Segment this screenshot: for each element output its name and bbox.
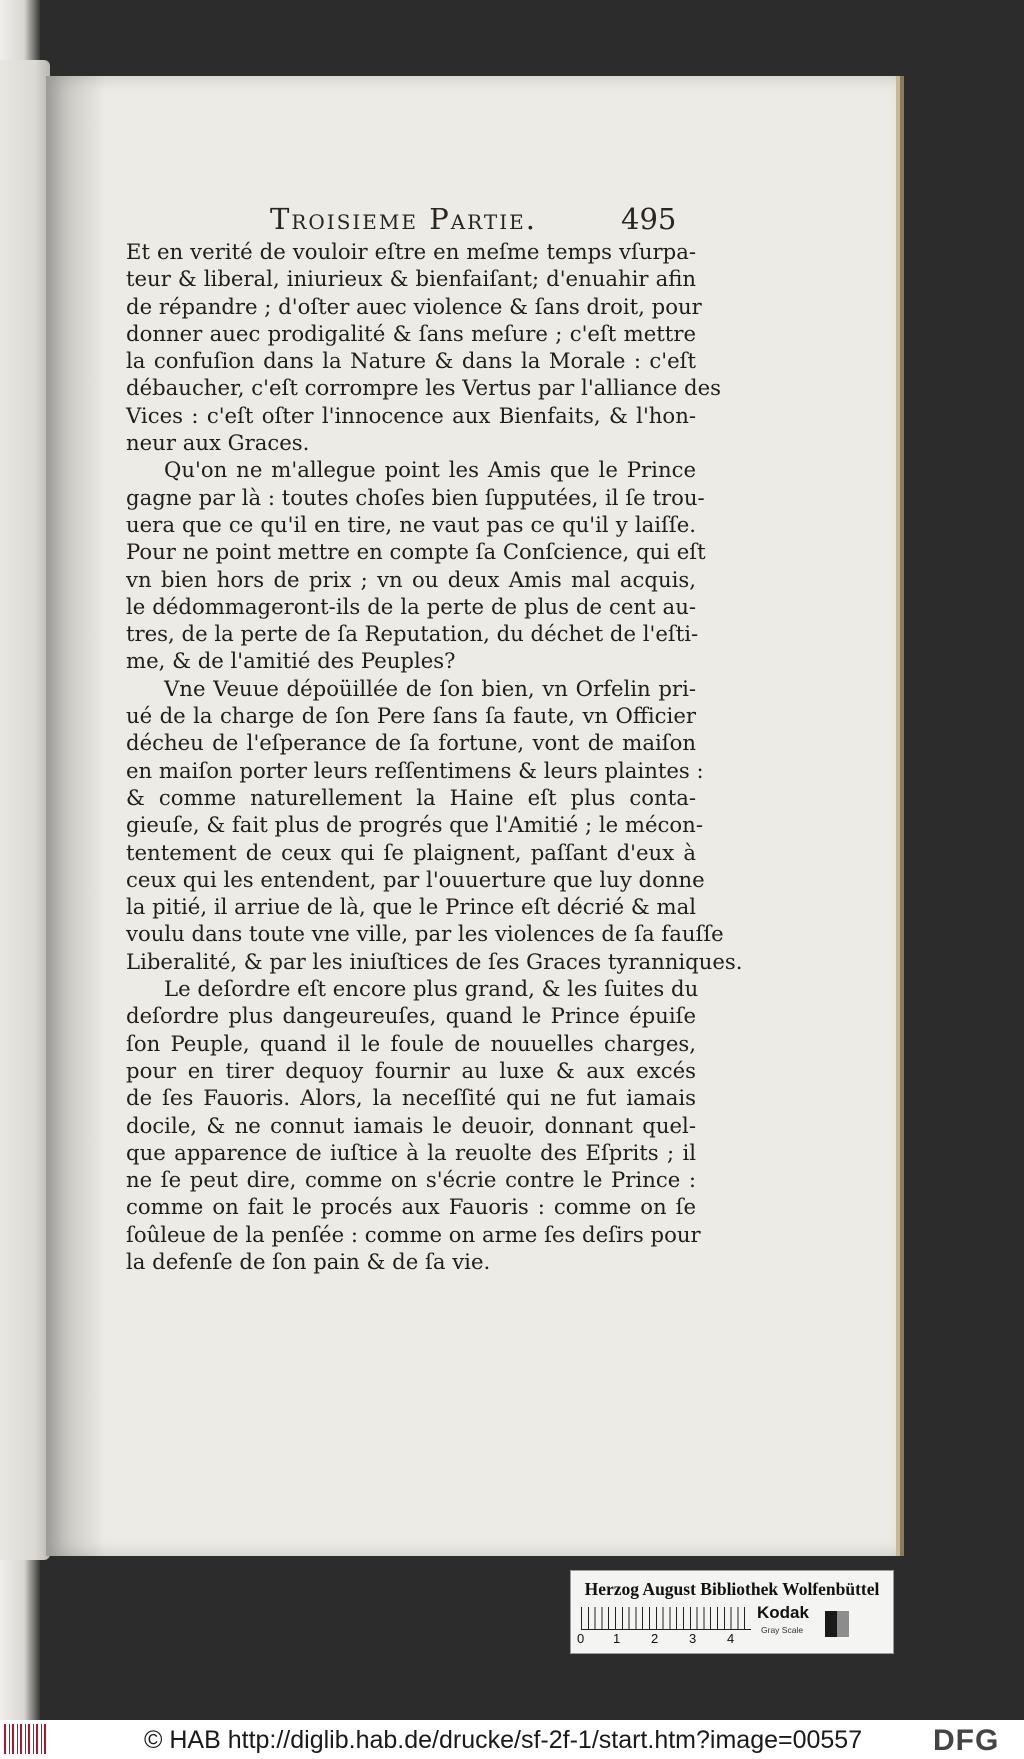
text-line: le dédommageront-ils de la perte de plus de cent au-	[126, 593, 696, 619]
text-line: tres, de la perte de ſa Reputation, du déchet de l'eſti-	[126, 621, 699, 647]
running-head	[0, 202, 1024, 242]
text-line: en maiſon porter leurs reſſentimens & leurs plaintes :	[126, 757, 704, 783]
text-line: gieuſe, & fait plus de progrés que l'Amitié ; le mécon-	[126, 812, 703, 838]
scale-numbers	[575, 1631, 765, 1651]
kodak-logo: Kodak	[757, 1603, 809, 1622]
text-line: ſon Peuple, quand il le foule de nouuelles charges,	[126, 1030, 696, 1056]
text-line: de répandre ; d'oſter auec violence & ſans droit, pour	[126, 293, 702, 319]
text-line: docile, & ne connut iamais le deuoir, donnant quel-	[126, 1112, 696, 1138]
text-line: gagne par là : toutes choſes bien ſupputées, il ſe trou-	[126, 484, 705, 510]
text-line: Qu'on ne m'allegue point les Amis que le Prince	[164, 457, 696, 483]
text-line: tentement de ceux qui ſe plaignent, paſſant d'eux à	[126, 839, 696, 865]
scale-ruler	[581, 1607, 751, 1630]
text-line: ſoûleue de la penſée : comme on arme ſes deſirs pour	[126, 1221, 701, 1247]
running-head-title: Troisieme Partie.	[270, 202, 537, 236]
text-line: ne ſe peut dire, comme on s'écrie contre le Prince :	[126, 1167, 696, 1193]
scale-number: 1	[613, 1631, 621, 1646]
text-line: la defenſe de ſon pain & de ſa vie.	[126, 1248, 491, 1274]
text-line: Vne Veuue dépoüillée de ſon bien, vn Orfelin pri-	[164, 675, 696, 701]
text-line: & comme naturellement la Haine eſt plus conta-	[126, 784, 696, 810]
text-line: débaucher, c'eſt corrompre les Vertus par l'alliance des	[126, 375, 721, 401]
text-line: ué de la charge de ſon Pere ſans ſa faute, vn Officier	[126, 703, 696, 729]
text-line: pour en tirer dequoy fournir au luxe & aux excés	[126, 1057, 696, 1083]
text-line: me, & de l'amitié des Peuples?	[126, 648, 456, 674]
card-title: Herzog August Bibliothek Wolfenbüttel	[584, 1579, 880, 1599]
text-line: neur aux Graces.	[126, 430, 310, 456]
scale-number: 3	[689, 1631, 697, 1646]
scale-number: 0	[577, 1631, 585, 1646]
text-line: Vices : c'eſt oſter l'innocence aux Bienfaits, & l'hon-	[126, 402, 696, 428]
text-line: donner auec prodigalité & ſans meſure ; c'eſt mettre	[126, 320, 696, 346]
left-page-edge	[0, 60, 50, 1560]
gray-patch-mid	[837, 1611, 849, 1637]
text-line: Pour ne point mettre en compte ſa Conſcience, qui eſt	[126, 539, 706, 565]
text-line: uera que ce qu'il en tire, ne vaut pas ce qu'il y laiſſe.	[126, 511, 696, 537]
text-line: ceux qui les entendent, par l'ouuerture que luy donne	[126, 866, 705, 892]
text-line: que apparence de iuſtice à la reuolte des Eſprits ; il	[126, 1139, 696, 1165]
page-number: 495	[621, 202, 677, 236]
text-line: teur & liberal, iniurieux & bienfaiſant; d'enuahir afin	[126, 266, 696, 292]
scale-number: 2	[651, 1631, 659, 1646]
text-line: vn bien hors de prix ; vn ou deux Amis mal acquis,	[126, 566, 696, 592]
text-line: Liberalité, & par les iniuſtices de ſes Graces tyranniques.	[126, 948, 743, 974]
gray-patch-dark	[825, 1611, 837, 1637]
body-text	[126, 238, 743, 1275]
page-gutter-shadow	[46, 76, 106, 1556]
scale-number: 4	[727, 1631, 735, 1646]
text-line: la pitié, il arriue de là, que le Prince eſt décrié & mal	[126, 894, 696, 920]
kodak-subtitle: Gray Scale	[761, 1625, 804, 1635]
text-line: deſordre plus dangeureuſes, quand le Prince épuiſe	[126, 1003, 696, 1029]
copyright-link[interactable]: © HAB http://diglib.hab.de/drucke/sf-2f-1/start.htm?image=00557	[144, 1726, 863, 1754]
footer-bar	[0, 1720, 1024, 1759]
text-line: de ſes Fauoris. Alors, la neceſſité qui ne fut iamais	[126, 1085, 696, 1111]
barcode-icon	[4, 1724, 46, 1754]
dfg-logo: DFG	[933, 1724, 1000, 1757]
text-line: Et en verité de vouloir eſtre en meſme temps vſurpa-	[126, 239, 696, 264]
text-line: Le deſordre eſt encore plus grand, & les ſuites du	[164, 976, 699, 1002]
color-reference-card	[570, 1570, 894, 1654]
text-line: la confuſion dans la Nature & dans la Morale : c'eſt	[126, 348, 696, 374]
text-line: comme on fait le procés aux Fauoris : comme on ſe	[126, 1194, 696, 1220]
text-line: décheu de l'eſperance de ſa fortune, vont de maiſon	[126, 730, 696, 756]
text-line: voulu dans toute vne ville, par les violences de ſa fauſſe	[126, 921, 724, 947]
